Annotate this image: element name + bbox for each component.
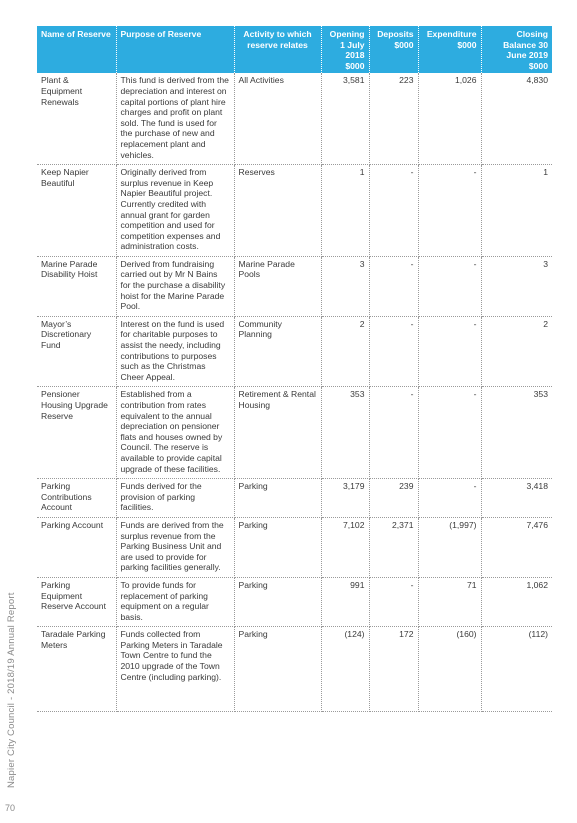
reserve-name: Pensioner Housing Upgrade Reserve	[37, 387, 116, 479]
reserve-purpose: Established from a contribution from rates equivalent to the annual depreciation on pensioner flats and houses owned by Council. The reserve is available to provide capital upgrade of these facilities.	[116, 387, 234, 479]
table-row	[37, 387, 552, 479]
expenditure-value: -	[418, 316, 481, 387]
expenditure-value: 1,026	[418, 73, 481, 164]
deposits-value: 223	[369, 73, 418, 164]
reserve-name: Plant & Equipment Renewals	[37, 73, 116, 164]
reserve-name: Parking Contributions Account	[37, 479, 116, 518]
table-row	[37, 316, 552, 387]
expenditure-value: -	[418, 256, 481, 316]
reserve-activity: Reserves	[234, 165, 321, 257]
side-footer	[4, 590, 20, 790]
deposits-value: -	[369, 316, 418, 387]
opening-value: 7,102	[321, 517, 369, 577]
closing-value: 1	[481, 165, 552, 257]
reserves-table	[37, 26, 552, 712]
table-row	[37, 479, 552, 518]
closing-value: 2	[481, 316, 552, 387]
deposits-value: -	[369, 387, 418, 479]
closing-value: 3	[481, 256, 552, 316]
page-number: 70	[5, 803, 16, 813]
deposits-value: -	[369, 256, 418, 316]
opening-value: 353	[321, 387, 369, 479]
expenditure-value: -	[418, 387, 481, 479]
header-closing: Closing Balance 30 June 2019 $000	[481, 26, 552, 73]
closing-value: 1,062	[481, 577, 552, 626]
deposits-value: 239	[369, 479, 418, 518]
closing-value: (112)	[481, 627, 552, 712]
reserve-activity: Community Planning	[234, 316, 321, 387]
opening-value: 1	[321, 165, 369, 257]
report-title: Napier City Council - 2018/19 Annual Report	[6, 592, 17, 788]
reserve-purpose: This fund is derived from the depreciation and interest on capital portions of plant hire charges and profit on plant sold. The fund is used for the purchase of new and replacement plant and vehicles.	[116, 73, 234, 164]
reserve-name: Mayor’s Discretionary Fund	[37, 316, 116, 387]
deposits-value: -	[369, 165, 418, 257]
table-row	[37, 256, 552, 316]
deposits-value: 172	[369, 627, 418, 712]
reserve-name: Marine Parade Disability Hoist	[37, 256, 116, 316]
reserve-activity: Parking	[234, 479, 321, 518]
closing-value: 353	[481, 387, 552, 479]
expenditure-value: -	[418, 165, 481, 257]
reserve-activity: Parking	[234, 577, 321, 626]
reserve-name: Taradale Parking Meters	[37, 627, 116, 712]
opening-value: (124)	[321, 627, 369, 712]
reserve-activity: Parking	[234, 627, 321, 712]
reserve-purpose: Funds collected from Parking Meters in Taradale Town Centre to fund the 2010 upgrade of the Town Centre (including parking).	[116, 627, 234, 712]
reserve-activity: All Activities	[234, 73, 321, 164]
expenditure-value: (1,997)	[418, 517, 481, 577]
table-row	[37, 165, 552, 257]
expenditure-value: 71	[418, 577, 481, 626]
opening-value: 3,581	[321, 73, 369, 164]
closing-value: 7,476	[481, 517, 552, 577]
reserve-purpose: Derived from fundraising carried out by Mr N Bains for the purchase a disability hoist for the Marine Parade Pool.	[116, 256, 234, 316]
expenditure-value: -	[418, 479, 481, 518]
reserve-name: Keep Napier Beautiful	[37, 165, 116, 257]
reserve-purpose: Funds derived for the provision of parking facilities.	[116, 479, 234, 518]
reserve-purpose: To provide funds for replacement of parking equipment on a regular basis.	[116, 577, 234, 626]
table-row	[37, 577, 552, 626]
closing-value: 4,830	[481, 73, 552, 164]
header-opening: Opening 1 July 2018 $000	[321, 26, 369, 73]
reserve-name: Parking Account	[37, 517, 116, 577]
opening-value: 2	[321, 316, 369, 387]
reserve-purpose: Interest on the fund is used for charitable purposes to assist the needy, including contributions to purposes such as the Christmas Cheer Appeal.	[116, 316, 234, 387]
reserve-activity: Parking	[234, 517, 321, 577]
opening-value: 991	[321, 577, 369, 626]
header-purpose: Purpose of Reserve	[116, 26, 234, 73]
table-row	[37, 517, 552, 577]
table-row	[37, 73, 552, 164]
reserve-name: Parking Equipment Reserve Account	[37, 577, 116, 626]
header-name-of-reserve: Name of Reserve	[37, 26, 116, 73]
reserve-purpose: Funds are derived from the surplus revenue from the Parking Business Unit and are used to provide for parking facilities generally.	[116, 517, 234, 577]
deposits-value: -	[369, 577, 418, 626]
reserve-activity: Marine Parade Pools	[234, 256, 321, 316]
reserve-activity: Retirement & Rental Housing	[234, 387, 321, 479]
opening-value: 3	[321, 256, 369, 316]
header-activity: Activity to which reserve relates	[234, 26, 321, 73]
deposits-value: 2,371	[369, 517, 418, 577]
opening-value: 3,179	[321, 479, 369, 518]
table-header-row	[37, 26, 552, 73]
closing-value: 3,418	[481, 479, 552, 518]
expenditure-value: (160)	[418, 627, 481, 712]
table-row	[37, 627, 552, 712]
reserve-purpose: Originally derived from surplus revenue in Keep Napier Beautiful project. Currently credited with annual grant for garden competition and used for competition expenses and administration costs.	[116, 165, 234, 257]
header-deposits: Deposits $000	[369, 26, 418, 73]
header-expenditure: Expenditure $000	[418, 26, 481, 73]
